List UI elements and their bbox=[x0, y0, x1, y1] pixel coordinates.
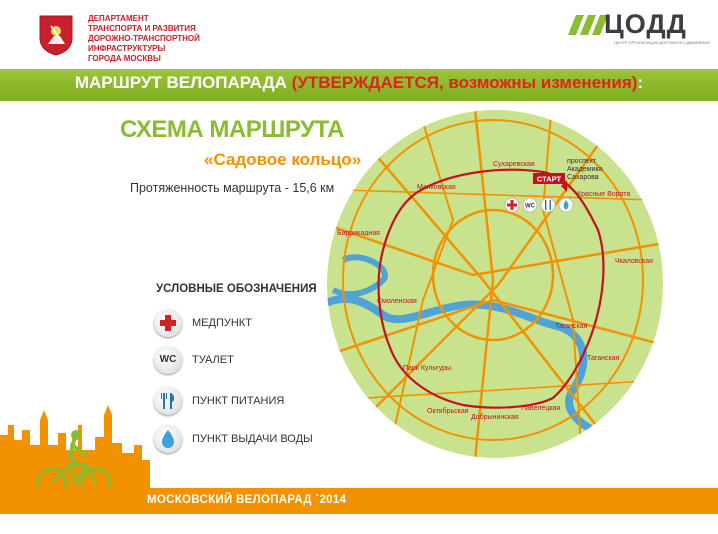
department-line-1: ДЕПАРТАМЕНТ bbox=[88, 14, 149, 23]
footer-text: МОСКОВСКИЙ ВЕЛОПАРАД `2014 bbox=[147, 494, 347, 506]
station-barrikadnaya: Баррикадная bbox=[337, 230, 380, 237]
station-krasnye-vorota: Красные Ворота bbox=[577, 191, 631, 198]
route-map bbox=[323, 100, 673, 470]
map-wc-text: WC bbox=[525, 203, 535, 210]
legend-item-water bbox=[154, 425, 354, 455]
codd-subtitle: ЦЕНТР ОРГАНИЗАЦИИ ДОРОЖНОГО ДВИЖЕНИЯ bbox=[613, 40, 710, 45]
banner-text-highlight: (УТВЕРЖДАЕТСЯ, возможны изменения) bbox=[291, 73, 638, 92]
department-line-3: ДОРОЖНО-ТРАНСПОРТНОЙ bbox=[88, 34, 200, 43]
legend-label-medical: МЕДПУНКТ bbox=[192, 317, 252, 329]
medical-cross-icon bbox=[154, 309, 182, 337]
station-chkalovskaya: Чкаловская bbox=[615, 258, 653, 265]
station-park-kultury: Парк Культуры bbox=[403, 365, 452, 372]
legend-title: УСЛОВНЫЕ ОБОЗНАЧЕНИЯ bbox=[156, 283, 317, 295]
avenue-line-2: Академика bbox=[567, 166, 603, 173]
codd-logo-text: ЦОДД bbox=[604, 9, 687, 39]
station-mayakovskaya: Маяковская bbox=[417, 184, 456, 191]
station-smolenskaya: Смоленская bbox=[377, 298, 417, 305]
station-sukharevskaya: Сухаревская bbox=[493, 161, 535, 168]
legend-item-food bbox=[154, 387, 354, 417]
water-drop-icon bbox=[154, 425, 182, 453]
department-line-5: ГОРОДА МОСКВЫ bbox=[88, 54, 161, 63]
legend-label-food: ПУНКТ ПИТАНИЯ bbox=[192, 395, 285, 407]
scheme-subtitle: «Садовое кольцо» bbox=[204, 150, 362, 169]
wc-icon-text: WC bbox=[159, 354, 177, 365]
route-length: Протяженность маршрута - 15,6 км bbox=[130, 181, 335, 195]
codd-logo-stripes-icon bbox=[566, 13, 606, 37]
legend-label-water: ПУНКТ ВЫДАЧИ ВОДЫ bbox=[192, 433, 313, 445]
moscow-coat-of-arms-logo bbox=[38, 14, 74, 56]
fork-knife-icon bbox=[154, 387, 182, 415]
footer-bar bbox=[0, 488, 718, 514]
legend-item-medical bbox=[154, 309, 354, 339]
avenue-line-1: проспект bbox=[567, 158, 597, 165]
banner-text-end: : bbox=[637, 73, 644, 92]
scheme-title: СХЕМА МАРШРУТА bbox=[120, 116, 344, 143]
avenue-line-3: Сахарова bbox=[567, 174, 599, 181]
banner-text-main: МАРШРУТ ВЕЛОПАРАДА bbox=[74, 73, 292, 92]
wc-icon bbox=[154, 346, 182, 374]
station-taganskaya-2: Таганская bbox=[587, 355, 620, 362]
banner-title bbox=[0, 73, 718, 93]
station-dobryninskaya: Добрынинская bbox=[471, 414, 519, 421]
station-taganskaya-1: Таганская bbox=[555, 323, 588, 330]
department-line-2: ТРАНСПОРТА И РАЗВИТИЯ bbox=[88, 24, 196, 33]
department-name bbox=[88, 14, 218, 64]
legend-item-toilet bbox=[154, 346, 354, 376]
legend-label-toilet: ТУАЛЕТ bbox=[192, 354, 234, 366]
station-oktyabrskaya: Октябрьская bbox=[427, 408, 469, 415]
start-label: СТАРТ bbox=[536, 174, 562, 184]
department-line-4: ИНФРАСТРУКТУРЫ bbox=[88, 44, 166, 53]
station-paveletskaya: Павелецкая bbox=[521, 405, 561, 412]
